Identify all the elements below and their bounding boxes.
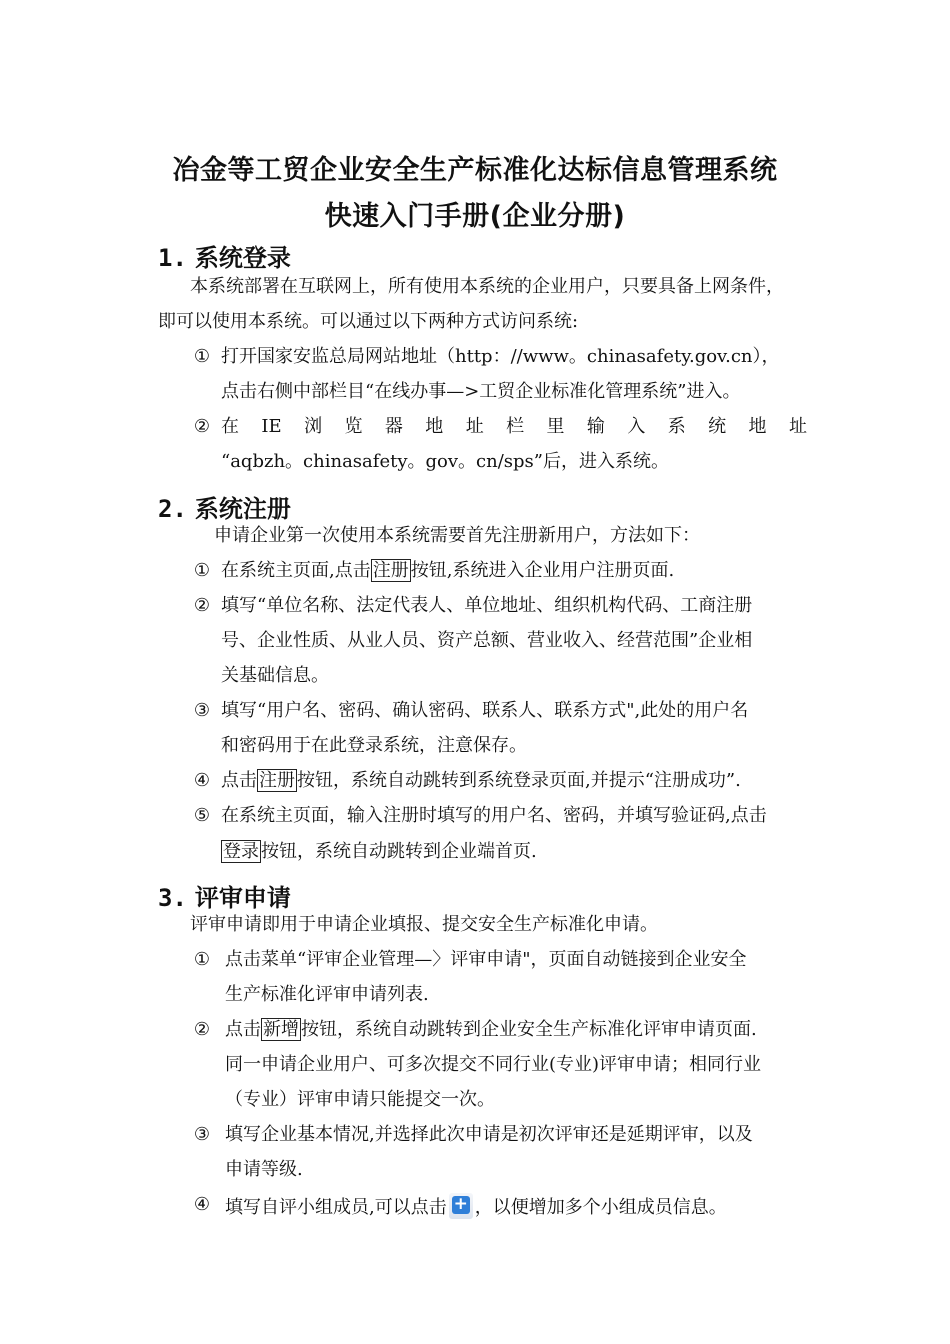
list-item-text: 号、企业性质、从业人员、资产总额、营业收入、经营范围”企业相: [221, 630, 753, 651]
add-button-ref: 新增: [263, 1019, 299, 1040]
word: 器: [384, 416, 403, 437]
list-item-text: “aqbzh。chinasafety。gov。cn/sps”后，进入系统。: [221, 451, 669, 472]
list-item-text: [221, 559, 674, 583]
text-span: 点击: [225, 1019, 261, 1040]
add-icon: [449, 1193, 473, 1219]
list-item-text: （专业）评审申请只能提交一次。: [225, 1089, 495, 1110]
text-span: 按钮，系统自动跳转到系统登录页面,并提示“注册成功”.: [297, 770, 741, 791]
list-item-text: 填写企业基本情况,并选择此次申请是初次评审还是延期评审，以及: [225, 1124, 753, 1145]
list-marker: ②: [193, 595, 211, 616]
section-number: 3.: [158, 884, 187, 912]
list-marker: ⑤: [193, 805, 211, 826]
list-marker: ①: [193, 560, 211, 581]
list-item-text: 点击右侧中部栏目“在线办事—>工贸企业标准化管理系统”进入。: [221, 381, 741, 402]
list-item-text: 和密码用于在此登录系统，注意保存。: [221, 735, 527, 756]
list-item-text: [225, 1193, 727, 1220]
list-marker: ②: [193, 416, 211, 437]
list-marker: ③: [193, 1124, 211, 1145]
word: 址: [465, 416, 484, 437]
word: 浏: [304, 416, 323, 437]
list-marker: ②: [193, 1019, 211, 1040]
word: 统: [708, 416, 727, 437]
list-marker: ①: [193, 346, 211, 367]
section-heading-register: [158, 489, 291, 524]
list-item-text: 在系统主页面，输入注册时填写的用户名、密码，并填写验证码,点击: [221, 805, 767, 826]
word: IE: [261, 416, 282, 437]
section-title: 评审申请: [194, 884, 291, 912]
list-item-text: 打开国家安监总局网站地址（http：//www。chinasafety.gov.cn），: [221, 346, 780, 367]
register-button-ref: 注册: [259, 770, 295, 791]
word: 入: [627, 416, 646, 437]
word: 地: [748, 416, 767, 437]
paragraph-line: 即可以使用本系统。可以通过以下两种方式访问系统:: [158, 311, 579, 332]
text-span: 按钮，系统自动跳转到企业端首页.: [261, 841, 537, 862]
paragraph-line: 评审申请即用于申请企业填报、提交安全生产标准化申请。: [190, 914, 658, 935]
list-marker: ①: [193, 949, 211, 970]
word: 在: [221, 416, 239, 437]
word: 里: [546, 416, 565, 437]
text-span: ，以便增加多个小组成员信息。: [474, 1197, 727, 1218]
section-heading-review: [158, 878, 291, 913]
list-item-text: 关基础信息。: [221, 665, 329, 686]
list-item-text: [225, 1018, 757, 1042]
list-marker: ③: [193, 700, 211, 721]
list-item-text: [221, 769, 741, 793]
text-span: 填写自评小组成员,可以点击: [225, 1197, 447, 1218]
list-item-text-spaced: [221, 415, 807, 439]
list-marker: ④: [193, 770, 211, 791]
word: 览: [344, 416, 363, 437]
list-item-text: 申请等级.: [225, 1159, 303, 1180]
text-span: 在系统主页面,点击: [221, 560, 371, 581]
list-item-text: 生产标准化评审申请列表.: [225, 984, 429, 1005]
word: 址: [788, 416, 807, 437]
register-button-ref: 注册: [372, 560, 409, 581]
section-title: 系统登录: [194, 244, 291, 272]
word: 栏: [506, 416, 525, 437]
list-item-text: 填写“单位名称、法定代表人、单位地址、组织机构代码、工商注册: [221, 595, 753, 616]
list-marker: ④: [193, 1194, 211, 1215]
text-span: 按钮，系统自动跳转到企业安全生产标准化评审申请页面.: [301, 1019, 757, 1040]
list-item-text: [221, 840, 537, 864]
word: 输: [586, 416, 605, 437]
document-title-line1: 冶金等工贸企业安全生产标准化达标信息管理系统: [172, 155, 778, 186]
text-span: 点击: [221, 770, 257, 791]
word: 系: [667, 416, 686, 437]
section-title: 系统注册: [194, 495, 291, 523]
paragraph-line: 申请企业第一次使用本系统需要首先注册新用户，方法如下：: [214, 525, 700, 546]
text-span: 按钮,系统进入企业用户注册页面.: [410, 560, 675, 581]
login-button-ref: 登录: [223, 841, 259, 862]
list-item-text: 点击菜单“评审企业管理—〉评审申请"，页面自动链接到企业安全: [225, 949, 747, 970]
paragraph-line: 本系统部署在互联网上，所有使用本系统的企业用户，只要具备上网条件，: [190, 276, 784, 297]
section-heading-login: [158, 238, 291, 273]
section-number: 1.: [158, 244, 187, 272]
document-title-line2: 快速入门手册(企业分册): [324, 201, 626, 232]
list-item-text: 同一申请企业用户、可多次提交不同行业(专业)评审申请；相同行业: [225, 1054, 762, 1075]
section-number: 2.: [158, 495, 187, 523]
list-item-text: 填写“用户名、密码、确认密码、联系人、联系方式",此处的用户名: [221, 700, 749, 721]
word: 地: [425, 416, 444, 437]
